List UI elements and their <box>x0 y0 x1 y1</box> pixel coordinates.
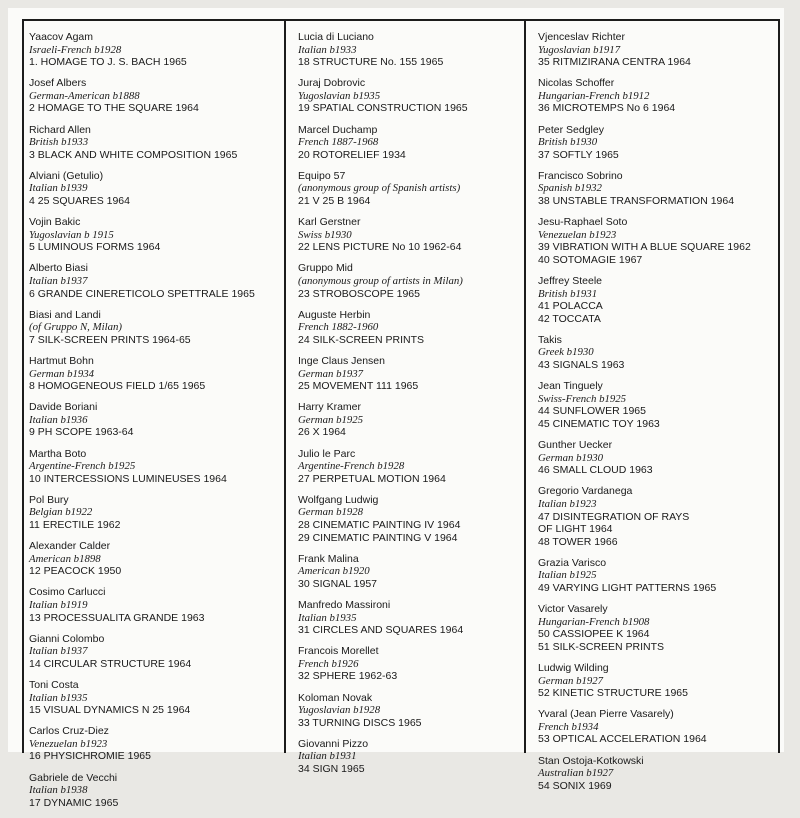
artist-entry <box>29 309 279 347</box>
artist-nationality: Belgian b1922 <box>29 506 93 519</box>
artist-name: Toni Costa <box>29 678 79 691</box>
artwork-title: 8 HOMOGENEOUS FIELD 1/65 1965 <box>29 380 206 393</box>
artist-nationality: Spanish b1932 <box>538 182 602 195</box>
artist-nationality: German b1928 <box>298 506 364 519</box>
artist-entry <box>538 170 778 208</box>
artist-name: Jeffrey Steele <box>538 275 603 287</box>
artwork-title: 54 SONIX 1969 <box>538 779 612 792</box>
artist-name: Alviani (Getulio) <box>29 169 104 182</box>
artist-name: Juraj Dobrovic <box>298 77 366 90</box>
artwork-title: 20 ROTORELIEF 1934 <box>298 148 406 161</box>
artist-entry <box>29 31 279 69</box>
artist-name: Gruppo Mid <box>298 262 353 275</box>
artist-entry <box>298 401 520 439</box>
artist-entry <box>298 645 520 683</box>
artwork-title: OF LIGHT 1964 <box>538 523 613 536</box>
artist-name: Julio le Parc <box>298 447 356 460</box>
artist-name: Yaacov Agam <box>29 31 94 43</box>
artwork-title: 39 VIBRATION WITH A BLUE SQUARE 1962 <box>538 241 751 254</box>
artist-entry <box>29 772 279 810</box>
artist-entry <box>29 494 279 532</box>
artwork-title: 25 MOVEMENT 111 1965 <box>298 380 419 393</box>
artist-nationality: Italian b1933 <box>298 43 357 56</box>
artist-name: Lucia di Luciano <box>298 31 374 43</box>
artist-name: Gunther Uecker <box>538 439 613 452</box>
artist-nationality: Greek b1930 <box>538 346 594 359</box>
artwork-title: 31 CIRCLES AND SQUARES 1964 <box>298 624 464 637</box>
artist-entry <box>298 494 520 544</box>
artist-name: Victor Vasarely <box>538 603 608 616</box>
artist-entry <box>298 448 520 486</box>
artwork-title: 45 CINEMATIC TOY 1963 <box>538 417 660 430</box>
artist-nationality: French b1926 <box>298 657 359 670</box>
artwork-title: 44 SUNFLOWER 1965 <box>538 405 646 418</box>
artist-name: Alberto Biasi <box>29 262 88 275</box>
artist-entry <box>29 586 279 624</box>
artist-name: Hartmut Bohn <box>29 354 94 367</box>
artist-entry <box>29 355 279 393</box>
artwork-title: 3 BLACK AND WHITE COMPOSITION 1965 <box>29 148 238 161</box>
artist-entry <box>29 401 279 439</box>
artist-entry <box>298 31 520 69</box>
artist-entry <box>538 755 778 793</box>
artwork-title: 16 PHYSICHROMIE 1965 <box>29 750 151 763</box>
artwork-title: 41 POLACCA <box>538 300 603 313</box>
catalogue-frame <box>22 19 780 809</box>
artist-name: Martha Boto <box>29 447 87 460</box>
artist-name: Koloman Novak <box>298 691 373 704</box>
artwork-title: 15 VISUAL DYNAMICS N 25 1964 <box>29 704 191 717</box>
artwork-title: 7 SILK-SCREEN PRINTS 1964-65 <box>29 333 191 346</box>
artwork-title: 1. HOMAGE TO J. S. BACH 1965 <box>29 56 187 69</box>
artist-nationality: British b1931 <box>538 287 598 300</box>
artist-nationality: British b1930 <box>538 136 598 149</box>
artist-name: Francisco Sobrino <box>538 169 623 182</box>
artist-nationality: French 1887-1968 <box>298 136 379 149</box>
artist-nationality: British b1933 <box>29 136 89 149</box>
artist-entry <box>538 380 778 430</box>
artist-name: Frank Malina <box>298 552 359 565</box>
artist-column-1 <box>29 31 279 818</box>
artist-nationality: Israeli-French b1928 <box>29 43 122 56</box>
artist-entry <box>538 77 778 115</box>
artwork-title: 40 SOTOMAGIE 1967 <box>538 253 643 266</box>
artist-column-2 <box>298 31 520 784</box>
artist-entry <box>538 275 778 325</box>
artwork-title: 27 PERPETUAL MOTION 1964 <box>298 472 446 485</box>
artist-name: Davide Boriani <box>29 401 98 414</box>
artwork-title: 9 PH SCOPE 1963-64 <box>29 426 134 439</box>
artist-entry <box>29 633 279 671</box>
artist-entry <box>298 262 520 300</box>
artwork-title: 6 GRANDE CINERETICOLO SPETTRALE 1965 <box>29 287 255 300</box>
artwork-title: 23 STROBOSCOPE 1965 <box>298 287 420 300</box>
artist-entry <box>29 448 279 486</box>
artist-name: Gabriele de Vecchi <box>29 771 118 784</box>
artist-name: Takis <box>538 333 562 346</box>
artist-entry <box>29 77 279 115</box>
artist-nationality: German b1927 <box>538 674 604 687</box>
artwork-title: 34 SIGN 1965 <box>298 763 365 775</box>
artist-entry <box>298 738 520 776</box>
artist-nationality: Italian b1937 <box>29 275 88 287</box>
artist-name: Cosimo Carlucci <box>29 586 106 599</box>
artist-entry <box>29 262 279 300</box>
artist-nationality: Italian b1935 <box>29 691 88 704</box>
artist-name: Vjenceslav Richter <box>538 31 625 43</box>
artist-nationality: Italian b1939 <box>29 182 88 195</box>
artist-name: Carlos Cruz-Diez <box>29 725 109 738</box>
artist-entry <box>298 170 520 208</box>
artist-nationality: Hungarian-French b1912 <box>538 89 650 102</box>
artist-name: Biasi and Landi <box>29 308 101 321</box>
artwork-title: 28 CINEMATIC PAINTING IV 1964 <box>298 519 461 531</box>
artwork-title: 48 TOWER 1966 <box>538 535 618 548</box>
artwork-title: 42 TOCCATA <box>538 312 601 325</box>
artwork-title: 50 CASSIOPEE K 1964 <box>538 628 650 641</box>
artist-nationality: Australian b1927 <box>538 767 614 780</box>
artist-nationality: German b1925 <box>298 413 364 426</box>
artwork-title: 4 25 SQUARES 1964 <box>29 195 130 208</box>
artist-nationality: Italian b1937 <box>29 645 88 658</box>
artist-nationality: Italian b1936 <box>29 413 88 426</box>
artist-nationality: Argentine-French b1925 <box>29 460 136 473</box>
artist-name: Grazia Varisco <box>538 556 607 569</box>
artist-entry <box>298 355 520 393</box>
artist-name: Giovanni Pizzo <box>298 737 369 750</box>
artist-name: Gregorio Vardanega <box>538 485 633 498</box>
artist-entry <box>538 708 778 746</box>
artist-entry <box>538 662 778 700</box>
artist-name: Vojin Bakic <box>29 216 81 229</box>
artist-name: Jesu-Raphael Soto <box>538 216 628 229</box>
artist-nationality: (anonymous group of Spanish artists) <box>298 182 461 195</box>
artwork-title: 32 SPHERE 1962-63 <box>298 670 398 683</box>
artwork-title: 13 PROCESSUALITA GRANDE 1963 <box>29 611 205 624</box>
artist-nationality: German b1934 <box>29 367 95 380</box>
artist-entry <box>298 124 520 162</box>
artist-name: Karl Gerstner <box>298 216 361 229</box>
artist-entry <box>538 124 778 162</box>
artist-nationality: French b1934 <box>538 720 599 733</box>
artist-name: Josef Albers <box>29 77 87 90</box>
artist-nationality: Italian b1938 <box>29 784 88 797</box>
artist-entry <box>538 557 778 595</box>
artwork-title: 10 INTERCESSIONS LUMINEUSES 1964 <box>29 472 227 485</box>
catalogue-page <box>8 8 784 809</box>
artwork-title: 18 STRUCTURE No. 155 1965 <box>298 56 444 69</box>
artwork-title: 35 RITMIZIRANA CENTRA 1964 <box>538 56 691 69</box>
artist-name: Stan Ostoja-Kotkowski <box>538 754 644 767</box>
artist-nationality: German-American b1888 <box>29 89 140 102</box>
artwork-title: 53 OPTICAL ACCELERATION 1964 <box>538 733 707 746</box>
artwork-title: 37 SOFTLY 1965 <box>538 148 619 161</box>
artist-entry <box>298 309 520 347</box>
artwork-title: 46 SMALL CLOUD 1963 <box>538 464 653 477</box>
artwork-title: 29 CINEMATIC PAINTING V 1964 <box>298 531 458 544</box>
artist-name: Auguste Herbin <box>298 308 371 321</box>
artist-nationality: Yugoslavian b1928 <box>298 704 381 717</box>
artwork-title: 2 HOMAGE TO THE SQUARE 1964 <box>29 102 199 115</box>
artist-entry <box>298 77 520 115</box>
artist-name: Yvaral (Jean Pierre Vasarely) <box>538 708 674 721</box>
artwork-title: 36 MICROTEMPS No 6 1964 <box>538 102 676 115</box>
artist-entry <box>538 485 778 548</box>
artwork-title: 43 SIGNALS 1963 <box>538 359 625 372</box>
artwork-title: 49 VARYING LIGHT PATTERNS 1965 <box>538 581 717 594</box>
artwork-title: 30 SIGNAL 1957 <box>298 577 377 590</box>
artist-name: Francois Morellet <box>298 645 379 658</box>
artwork-title: 38 UNSTABLE TRANSFORMATION 1964 <box>538 195 735 208</box>
artist-nationality: Italian b1923 <box>538 497 597 510</box>
artist-nationality: Swiss-French b1925 <box>538 392 627 405</box>
artist-name: Ludwig Wilding <box>538 661 609 674</box>
artwork-title: 33 TURNING DISCS 1965 <box>298 716 422 729</box>
artwork-title: 52 KINETIC STRUCTURE 1965 <box>538 687 688 700</box>
artist-name: Equipo 57 <box>298 169 346 182</box>
artist-entry <box>298 692 520 730</box>
artist-name: Alexander Calder <box>29 540 111 553</box>
artwork-title: 12 PEACOCK 1950 <box>29 565 122 578</box>
artist-name: Manfredo Massironi <box>298 598 391 611</box>
artist-nationality: German b1930 <box>538 451 604 464</box>
artist-nationality: German b1937 <box>298 367 364 380</box>
artist-nationality: Italian b1931 <box>298 750 357 763</box>
artist-nationality: Swiss b1930 <box>298 228 352 241</box>
artist-name: Marcel Duchamp <box>298 123 378 136</box>
artwork-title: 11 ERECTILE 1962 <box>29 519 121 531</box>
artist-name: Peter Sedgley <box>538 123 604 136</box>
artist-entry <box>29 540 279 578</box>
artist-nationality: Italian b1919 <box>29 598 88 611</box>
artist-nationality: Venezuelan b1923 <box>538 228 617 241</box>
artist-nationality: American b1920 <box>298 565 370 578</box>
column-divider <box>524 21 526 753</box>
artist-entry <box>29 124 279 162</box>
artist-entry <box>29 679 279 717</box>
artwork-title: 51 SILK-SCREEN PRINTS <box>538 640 665 653</box>
artist-nationality: Argentine-French b1928 <box>298 460 405 473</box>
artist-nationality: (of Gruppo N, Milan) <box>29 321 122 334</box>
artist-entry <box>538 439 778 477</box>
artist-entry <box>298 599 520 637</box>
artist-nationality: Yugoslavian b 1915 <box>29 228 114 241</box>
artist-name: Wolfgang Ludwig <box>298 493 379 506</box>
artist-nationality: Yugoslavian b1935 <box>298 89 381 102</box>
artist-entry <box>29 216 279 254</box>
artwork-title: 22 LENS PICTURE No 10 1962-64 <box>298 241 462 254</box>
artist-nationality: Italian b1935 <box>298 611 357 624</box>
artist-name: Nicolas Schoffer <box>538 77 615 90</box>
column-divider <box>284 21 286 753</box>
artwork-title: 17 DYNAMIC 1965 <box>29 796 119 809</box>
artist-name: Inge Claus Jensen <box>298 354 385 367</box>
artist-name: Jean Tinguely <box>538 380 603 393</box>
artist-nationality: American b1898 <box>29 552 101 565</box>
artist-nationality: Italian b1925 <box>538 569 597 582</box>
artist-entry <box>538 216 778 266</box>
artwork-title: 47 DISINTEGRATION OF RAYS <box>538 510 690 523</box>
artist-nationality: Yugoslavian b1917 <box>538 43 621 56</box>
artist-nationality: (anonymous group of artists in Milan) <box>298 275 463 287</box>
artwork-title: 24 SILK-SCREEN PRINTS <box>298 333 425 346</box>
artist-entry <box>298 216 520 254</box>
artist-name: Gianni Colombo <box>29 632 105 645</box>
artwork-title: 19 SPATIAL CONSTRUCTION 1965 <box>298 102 468 115</box>
artist-nationality: Venezuelan b1923 <box>29 737 108 750</box>
artwork-title: 21 V 25 B 1964 <box>298 195 371 208</box>
artist-name: Pol Bury <box>29 493 69 506</box>
artwork-title: 14 CIRCULAR STRUCTURE 1964 <box>29 657 192 670</box>
artist-column-3 <box>538 31 778 801</box>
artist-nationality: French 1882-1960 <box>298 321 379 334</box>
artist-name: Harry Kramer <box>298 401 362 414</box>
artist-entry <box>29 725 279 763</box>
artist-name: Richard Allen <box>29 123 91 136</box>
artist-nationality: Hungarian-French b1908 <box>538 615 650 628</box>
artist-entry <box>538 31 778 69</box>
artwork-title: 5 LUMINOUS FORMS 1964 <box>29 241 161 254</box>
artist-entry <box>29 170 279 208</box>
artist-entry <box>298 553 520 591</box>
artwork-title: 26 X 1964 <box>298 426 346 439</box>
artist-entry <box>538 603 778 653</box>
artist-entry <box>538 334 778 372</box>
